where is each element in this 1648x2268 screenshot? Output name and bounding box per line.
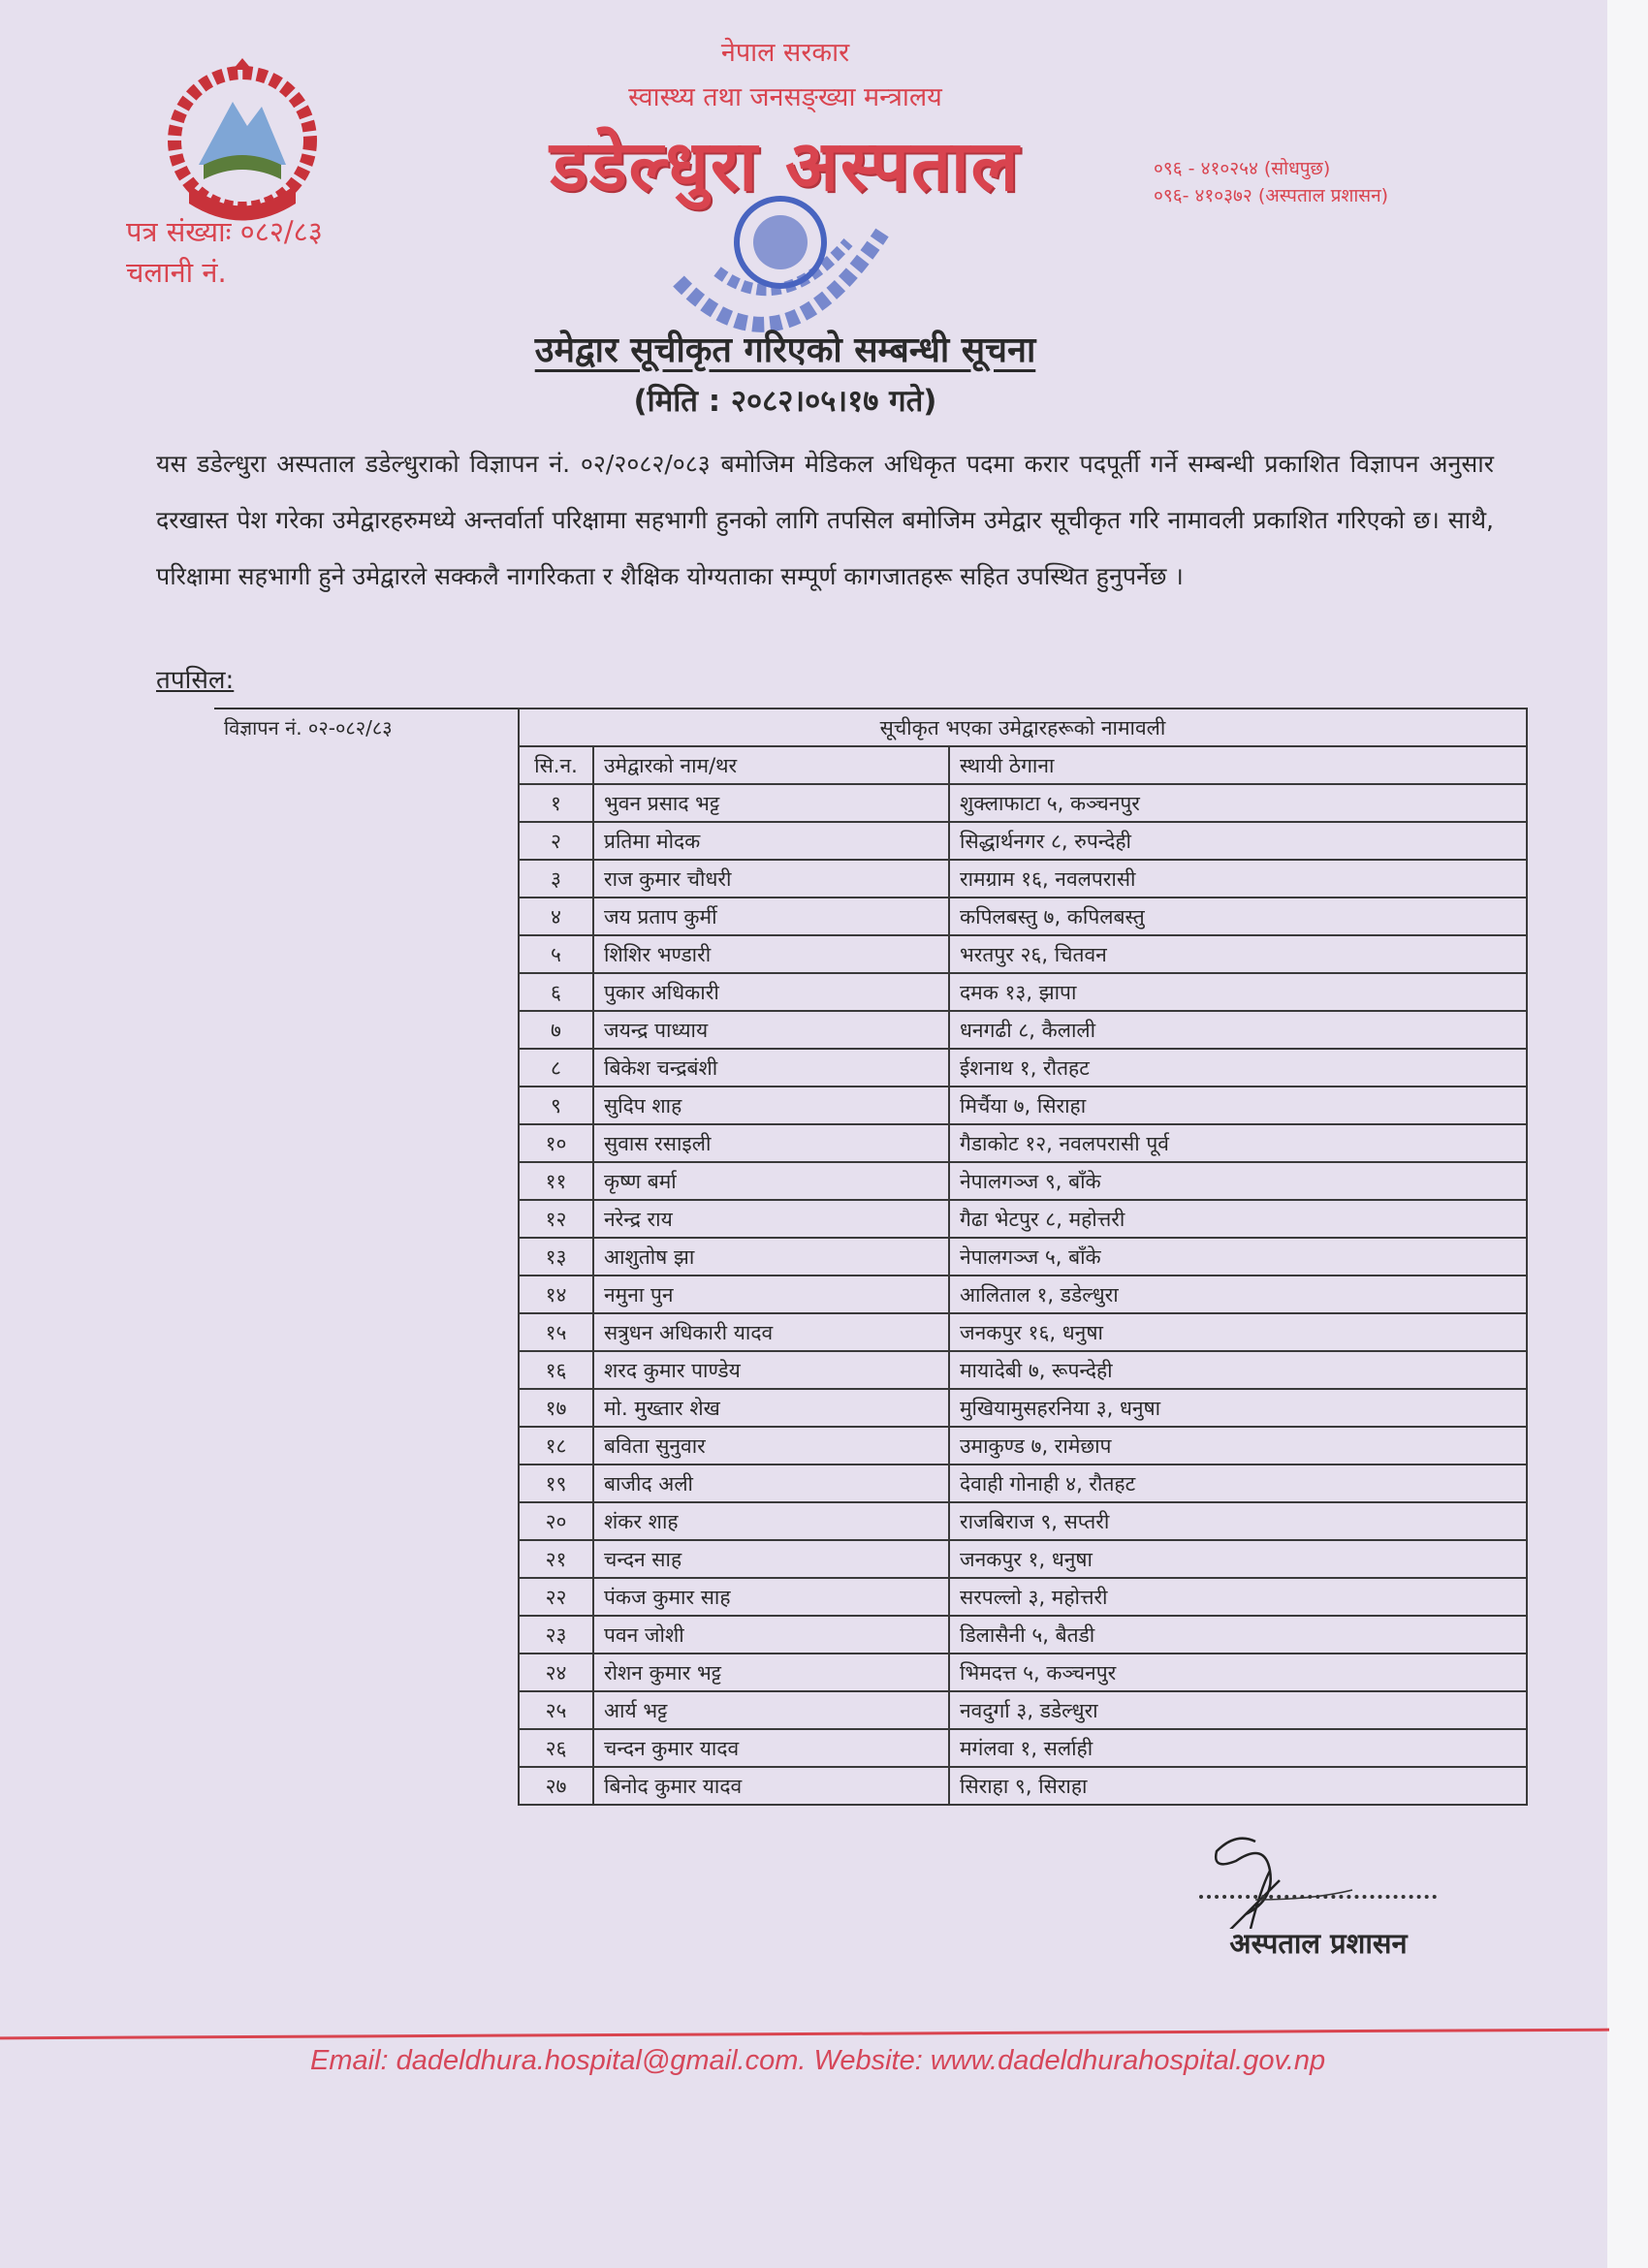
address-cell: मिर्चैया ७, सिराहा — [949, 1087, 1527, 1124]
table-row — [519, 1200, 1527, 1238]
name-cell: सत्रुधन अधिकारी यादव — [593, 1313, 949, 1351]
address-cell: रामग्राम १६, नवलपरासी — [949, 860, 1527, 898]
table-row — [519, 1313, 1527, 1351]
table-row — [519, 822, 1527, 860]
serial-cell: २१ — [519, 1540, 593, 1578]
address-cell: मुखियामुसहरनिया ३, धनुषा — [949, 1389, 1527, 1427]
name-cell: आर्य भट्ट — [593, 1691, 949, 1729]
address-cell: नेपालगञ्ज ५, बाँके — [949, 1238, 1527, 1276]
serial-cell: २७ — [519, 1767, 593, 1805]
hospital-name: डडेल्धुरा अस्पताल — [550, 125, 1021, 206]
table-row — [519, 1049, 1527, 1087]
name-cell: राज कुमार चौधरी — [593, 860, 949, 898]
table-row — [519, 1124, 1527, 1162]
name-cell: प्रतिमा मोदक — [593, 822, 949, 860]
col-name: उमेद्वारको नाम/थर — [593, 746, 949, 784]
serial-cell: ९ — [519, 1087, 593, 1124]
footer-contact: Email: dadeldhura.hospital@gmail.com. Website: www.dadeldhurahospital.gov.np — [310, 2045, 1326, 2076]
scan-edge — [1607, 0, 1648, 2268]
table-row — [519, 1767, 1527, 1805]
notice-body: यस डडेल्धुरा अस्पताल डडेल्धुराको विज्ञापन नं. ०२/२०८२/०८३ बमोजिम मेडिकल अधिकृत पदमा करार पदपूर्ती गर्ने सम्बन्धी प्रकाशित विज्ञापन अनुसार दरखास्त पेश गरेका उमेद्वारहरुमध्ये अन्तर्वार्ता परिक्षामा सहभागी हुनको लागि तपसिल बमोजिम उमेद्वार सूचीकृत गरि नामावली प्रकाशित गरिएको छ। साथै, परिक्षामा सहभागी हुने उमेद्वारले सक्कलै नागरिकता र शैक्षिक योग्यताका सम्पूर्ण कागजातहरू सहित उपस्थित हुनुपर्नेछ । — [156, 450, 1494, 590]
serial-cell: १४ — [519, 1276, 593, 1313]
ministry-name: स्वास्थ्य तथा जनसङ्ख्या मन्त्रालय — [628, 82, 942, 112]
serial-cell: ५ — [519, 935, 593, 973]
dispatch-number: चलानी नं. — [126, 256, 227, 289]
address-cell: कपिलबस्तु ७, कपिलबस्तु — [949, 898, 1527, 935]
address-cell: जनकपुर १६, धनुषा — [949, 1313, 1527, 1351]
address-cell: सिराहा ९, सिराहा — [949, 1767, 1527, 1805]
table-row — [519, 1654, 1527, 1691]
address-cell: उमाकुण्ड ७, रामेछाप — [949, 1427, 1527, 1465]
name-cell: बिनोद कुमार यादव — [593, 1767, 949, 1805]
serial-cell: १५ — [519, 1313, 593, 1351]
address-cell: जनकपुर १, धनुषा — [949, 1540, 1527, 1578]
serial-cell: १८ — [519, 1427, 593, 1465]
address-cell: मायादेबी ७, रूपन्देही — [949, 1351, 1527, 1389]
table-row — [519, 973, 1527, 1011]
name-cell: बिकेश चन्द्रबंशी — [593, 1049, 949, 1087]
name-cell: चन्दन कुमार यादव — [593, 1729, 949, 1767]
serial-cell: ८ — [519, 1049, 593, 1087]
address-cell: नेपालगञ्ज ९, बाँके — [949, 1162, 1527, 1200]
serial-cell: २५ — [519, 1691, 593, 1729]
address-cell: गैढा भेटपुर ८, महोत्तरी — [949, 1200, 1527, 1238]
serial-cell: ३ — [519, 860, 593, 898]
advertisement-number: विज्ञापन नं. ०२-०८२/८३ — [214, 708, 518, 744]
table-row — [519, 1238, 1527, 1276]
name-cell: कृष्ण बर्मा — [593, 1162, 949, 1200]
col-serial: सि.न. — [519, 746, 593, 784]
signer-title: अस्पताल प्रशासन — [1229, 1927, 1408, 1960]
signature-line — [1199, 1895, 1437, 1899]
serial-cell: ११ — [519, 1162, 593, 1200]
table-row — [519, 1578, 1527, 1616]
serial-cell: १० — [519, 1124, 593, 1162]
list-title: सूचीकृत भएका उमेद्वारहरूको नामावली — [519, 709, 1527, 746]
name-cell: बविता सुनुवार — [593, 1427, 949, 1465]
address-cell: ईशनाथ १, रौतहट — [949, 1049, 1527, 1087]
name-cell: चन्दन साह — [593, 1540, 949, 1578]
name-cell: नमुना पुन — [593, 1276, 949, 1313]
name-cell: पुकार अधिकारी — [593, 973, 949, 1011]
name-cell: शंकर शाह — [593, 1502, 949, 1540]
serial-cell: २६ — [519, 1729, 593, 1767]
address-cell: सिद्धार्थनगर ८, रुपन्देही — [949, 822, 1527, 860]
table-row — [519, 1729, 1527, 1767]
serial-cell: २ — [519, 822, 593, 860]
serial-cell: १ — [519, 784, 593, 822]
address-cell: शुक्लाफाटा ५, कञ्चनपुर — [949, 784, 1527, 822]
footer-divider — [0, 2029, 1609, 2040]
serial-cell: २४ — [519, 1654, 593, 1691]
name-cell: शरद कुमार पाण्डेय — [593, 1351, 949, 1389]
details-label: तपसिल: — [156, 666, 235, 695]
table-row — [519, 1162, 1527, 1200]
serial-cell: ७ — [519, 1011, 593, 1049]
name-cell: बाजीद अली — [593, 1465, 949, 1502]
phone-numbers — [1154, 155, 1388, 209]
name-cell: जयन्द्र पाध्याय — [593, 1011, 949, 1049]
table-row — [519, 1691, 1527, 1729]
name-cell: शिशिर भण्डारी — [593, 935, 949, 973]
notice-subject-text: उमेद्वार सूचीकृत गरिएको सम्बन्धी सूचना — [534, 331, 1036, 370]
address-cell: दमक १३, झापा — [949, 973, 1527, 1011]
address-cell: आलिताल १, डडेल्धुरा — [949, 1276, 1527, 1313]
table-row — [519, 1351, 1527, 1389]
address-cell: धनगढी ८, कैलाली — [949, 1011, 1527, 1049]
name-cell: सुदिप शाह — [593, 1087, 949, 1124]
serial-cell: १६ — [519, 1351, 593, 1389]
name-cell: जय प्रताप कुर्मी — [593, 898, 949, 935]
name-cell: नरेन्द्र राय — [593, 1200, 949, 1238]
serial-cell: १२ — [519, 1200, 593, 1238]
name-cell: सुवास रसाइली — [593, 1124, 949, 1162]
table-row — [519, 1465, 1527, 1502]
serial-cell: २३ — [519, 1616, 593, 1654]
notice-subject — [0, 325, 1570, 372]
name-cell: मो. मुख्तार शेख — [593, 1389, 949, 1427]
table-row — [519, 1276, 1527, 1313]
table-row — [519, 860, 1527, 898]
address-cell: देवाही गोनाही ४, रौतहट — [949, 1465, 1527, 1502]
name-cell: पंकज कुमार साह — [593, 1578, 949, 1616]
name-cell: पवन जोशी — [593, 1616, 949, 1654]
table-row — [519, 1389, 1527, 1427]
table-row — [519, 1427, 1527, 1465]
candidate-table — [518, 708, 1528, 1806]
col-address: स्थायी ठेगाना — [949, 746, 1527, 784]
signature-icon — [1197, 1822, 1440, 1929]
table-row — [519, 1502, 1527, 1540]
table-row — [519, 935, 1527, 973]
phone-administration: ०९६- ४१०३७२ (अस्पताल प्रशासन) — [1154, 185, 1389, 206]
address-cell: नवदुर्गा ३, डडेल्धुरा — [949, 1691, 1527, 1729]
table-row — [519, 1011, 1527, 1049]
address-cell: सरपल्लो ३, महोत्तरी — [949, 1578, 1527, 1616]
address-cell: डिलासैनी ५, बैतडी — [949, 1616, 1527, 1654]
letter-references — [126, 211, 323, 293]
serial-cell: २२ — [519, 1578, 593, 1616]
name-cell: भुवन प्रसाद भट्ट — [593, 784, 949, 822]
table-title-row — [519, 709, 1527, 746]
address-cell: भरतपुर २६, चितवन — [949, 935, 1527, 973]
serial-cell: ६ — [519, 973, 593, 1011]
address-cell: गैडाकोट १२, नवलपरासी पूर्व — [949, 1124, 1527, 1162]
address-cell: भिमदत्त ५, कञ्चनपुर — [949, 1654, 1527, 1691]
table-row — [519, 784, 1527, 822]
phone-enquiry: ०९६ - ४१०२५४ (सोधपुछ) — [1154, 158, 1331, 179]
serial-cell: ४ — [519, 898, 593, 935]
address-cell: मगंलवा १, सर्लाही — [949, 1729, 1527, 1767]
government-name: नेपाल सरकार — [720, 38, 850, 68]
table-header-row — [519, 746, 1527, 784]
name-cell: आशुतोष झा — [593, 1238, 949, 1276]
serial-cell: १९ — [519, 1465, 593, 1502]
table-row — [519, 1087, 1527, 1124]
table-row — [519, 1616, 1527, 1654]
serial-cell: १३ — [519, 1238, 593, 1276]
name-cell: रोशन कुमार भट्ट — [593, 1654, 949, 1691]
serial-cell: १७ — [519, 1389, 593, 1427]
letter-number: पत्र संख्याः ०८२/८३ — [126, 215, 323, 248]
serial-cell: २० — [519, 1502, 593, 1540]
table-row — [519, 898, 1527, 935]
notice-date: (मिति : २०८२।०५।१७ गते) — [633, 384, 937, 419]
table-row — [519, 1540, 1527, 1578]
address-cell: राजबिराज ९, सप्तरी — [949, 1502, 1527, 1540]
